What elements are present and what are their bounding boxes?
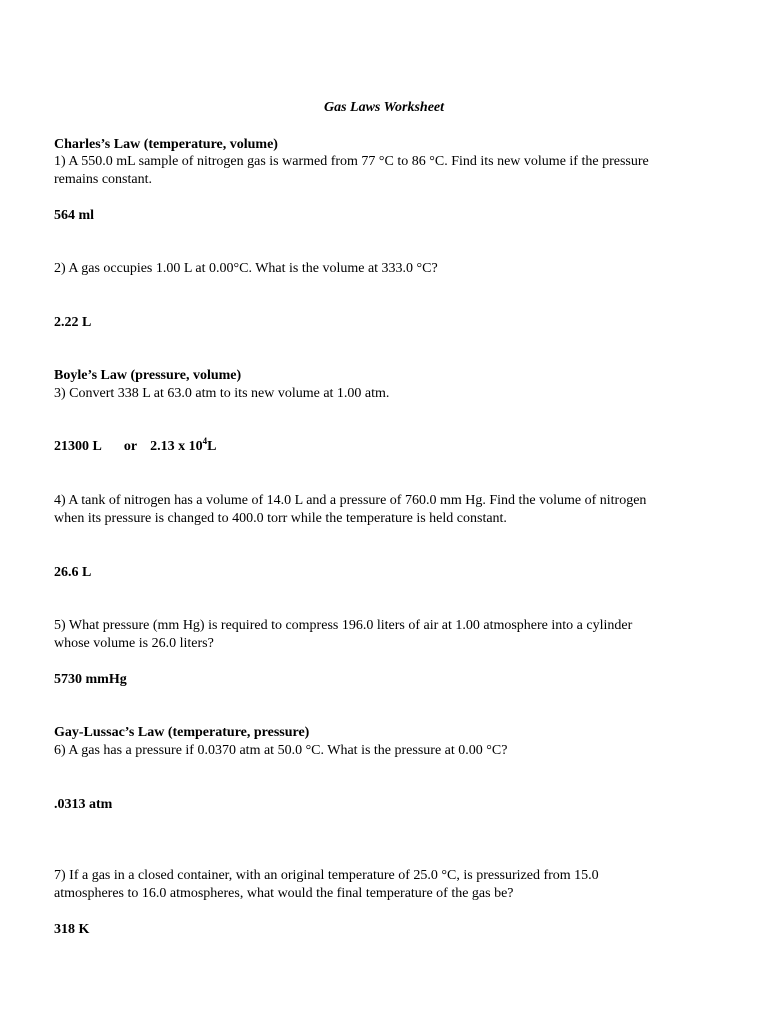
answer-3-value: 21300 L — [54, 439, 102, 454]
answer-3 — [54, 438, 216, 456]
question-4-line-2: when its pressure is changed to 400.0 torr while the temperature is held constant. — [54, 511, 507, 526]
worksheet-title: Gas Laws Worksheet — [323, 100, 445, 115]
answer-1: 564 ml — [54, 208, 95, 223]
question-2-line-1: 2) A gas occupies 1.00 L at 0.00°C. What is the volume at 333.0 °C? — [54, 261, 438, 276]
answer-4: 26.6 L — [54, 565, 92, 580]
question-7-line-1: 7) If a gas in a closed container, with an original temperature of 25.0 °C, is pressurized from 15.0 — [54, 868, 599, 883]
section-heading-boyle: Boyle’s Law (pressure, volume) — [54, 368, 242, 383]
question-7-line-2: atmospheres to 16.0 atmospheres, what would the final temperature of the gas be? — [54, 886, 514, 901]
question-3-line-1: 3) Convert 338 L at 63.0 atm to its new volume at 1.00 atm. — [54, 386, 390, 401]
answer-3-or: or — [123, 439, 138, 454]
question-4-line-1: 4) A tank of nitrogen has a volume of 14.0 L and a pressure of 760.0 mm Hg. Find the volume of nitrogen — [54, 493, 647, 508]
answer-5: 5730 mmHg — [54, 672, 127, 687]
question-1-line-2: remains constant. — [54, 172, 152, 187]
question-5-line-2: whose volume is 26.0 liters? — [54, 636, 214, 651]
answer-7: 318 K — [54, 922, 90, 937]
section-heading-charles: Charles’s Law (temperature, volume) — [54, 137, 278, 152]
question-6-line-1: 6) A gas has a pressure if 0.0370 atm at 50.0 °C. What is the pressure at 0.00 °C? — [54, 743, 508, 758]
question-1-line-1: 1) A 550.0 mL sample of nitrogen gas is warmed from 77 °C to 86 °C. Find its new volume if the pressure — [54, 154, 649, 169]
question-5-line-1: 5) What pressure (mm Hg) is required to compress 196.0 liters of air at 1.00 atmosphere into a cylinder — [54, 618, 633, 633]
answer-3-scientific: 2.13 x $10^4L$ — [150, 436, 217, 454]
answer-2: 2.22 L — [54, 315, 92, 330]
answer-6: .0313 atm — [54, 797, 113, 812]
answer-3-exponent: 4 — [202, 436, 208, 446]
section-heading-gay-lussac: Gay-Lussac’s Law (temperature, pressure) — [54, 725, 310, 740]
